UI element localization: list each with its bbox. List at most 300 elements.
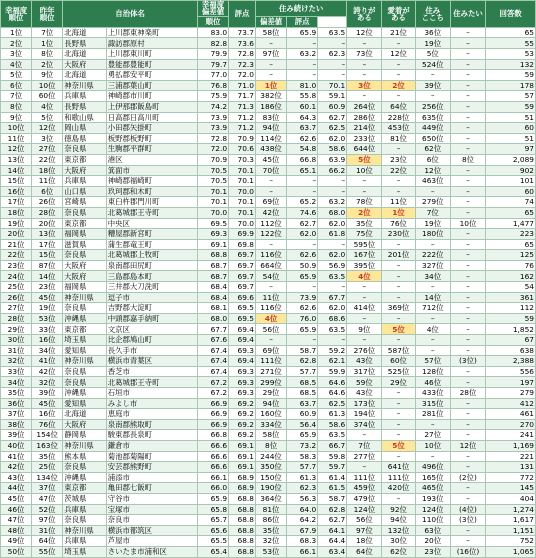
cell-respondents: 223 bbox=[486, 229, 536, 240]
cell-comfort: 27位 bbox=[415, 430, 450, 441]
cell-municipality: 上伊那郡飯島町 bbox=[106, 101, 197, 112]
cell-happiness-score: 69.2 bbox=[229, 430, 256, 441]
cell-pride: 10位 bbox=[347, 165, 382, 176]
cell-live-dev: – bbox=[287, 176, 318, 187]
cell-prefecture: 奈良県 bbox=[63, 462, 107, 473]
cell-live-score: 66.2 bbox=[318, 165, 347, 176]
cell-pride: 173位 bbox=[347, 398, 382, 409]
cell-live-rank: 58位 bbox=[256, 430, 287, 441]
cell-happiness-score: 71.0 bbox=[229, 80, 256, 91]
cell-live-score: – bbox=[318, 186, 347, 197]
cell-live-dev: 62.0 bbox=[287, 229, 318, 240]
cell-prev-rank: 12位 bbox=[32, 123, 63, 134]
cell-live-dev: 64.2 bbox=[287, 515, 318, 526]
cell-live-score: 58.6 bbox=[318, 419, 347, 430]
cell-live-rank: 4位 bbox=[256, 313, 287, 324]
cell-want-to-live: – bbox=[450, 70, 485, 81]
cell-live-dev: 76.0 bbox=[287, 313, 318, 324]
cell-live-rank: 350位 bbox=[256, 462, 287, 473]
cell-municipality: 安芸郡熊野町 bbox=[106, 462, 197, 473]
table-row bbox=[1, 377, 536, 388]
cell-happiness-score: 69.6 bbox=[229, 292, 256, 303]
cell-live-dev: 50.9 bbox=[287, 260, 318, 271]
cell-prev-rank: 35位 bbox=[32, 451, 63, 462]
cell-comfort: 256位 bbox=[415, 101, 450, 112]
cell-happiness-dev: 82.8 bbox=[197, 38, 228, 49]
cell-live-score: 63.5 bbox=[318, 324, 347, 335]
cell-pride: 194位 bbox=[347, 409, 382, 420]
cell-want-to-live: – bbox=[450, 133, 485, 144]
cell-rank: 23位 bbox=[1, 260, 32, 271]
cell-comfort: – bbox=[415, 335, 450, 346]
cell-rank: 48位 bbox=[1, 525, 32, 536]
cell-comfort: 281位 bbox=[415, 409, 450, 420]
cell-respondents: 902 bbox=[486, 165, 536, 176]
cell-rank: 32位 bbox=[1, 356, 32, 367]
cell-live-dev: – bbox=[287, 335, 318, 346]
cell-municipality: 神崎郡市川町 bbox=[106, 91, 197, 102]
cell-respondents: 132 bbox=[486, 59, 536, 70]
cell-pride: – bbox=[347, 462, 382, 473]
cell-want-to-live: – bbox=[450, 366, 485, 377]
cell-prefecture: 静岡県 bbox=[63, 430, 107, 441]
cell-municipality: みよし市 bbox=[106, 398, 197, 409]
cell-live-rank: 29位 bbox=[256, 388, 287, 399]
cell-municipality: 玖珂郡和木町 bbox=[106, 186, 197, 197]
cell-prev-rank: 32位 bbox=[32, 377, 63, 388]
cell-want-to-live: – bbox=[450, 239, 485, 250]
header-rank-line1: 幸福度 bbox=[4, 5, 28, 15]
cell-attachment: 228位 bbox=[382, 112, 415, 123]
cell-respondents: 638 bbox=[486, 345, 536, 356]
cell-live-rank: 364位 bbox=[256, 493, 287, 504]
cell-comfort: 7位 bbox=[415, 207, 450, 218]
cell-happiness-score: 69.4 bbox=[229, 324, 256, 335]
cell-live-dev: 65.9 bbox=[287, 27, 318, 38]
cell-live-score: 68.6 bbox=[318, 313, 347, 324]
cell-rank: 3位 bbox=[1, 49, 32, 60]
cell-municipality: 中央区 bbox=[106, 218, 197, 229]
table-header bbox=[1, 1, 536, 28]
cell-happiness-dev: 72.0 bbox=[197, 144, 228, 155]
cell-happiness-dev: 67.4 bbox=[197, 366, 228, 377]
cell-pride: 264位 bbox=[347, 101, 382, 112]
cell-live-dev: 63.2 bbox=[287, 49, 318, 60]
cell-attachment: – bbox=[382, 313, 415, 324]
cell-happiness-dev: 75.9 bbox=[197, 91, 228, 102]
cell-prefecture: 埼玉県 bbox=[63, 546, 107, 557]
cell-comfort: 57位 bbox=[415, 356, 450, 367]
cell-live-score: – bbox=[318, 38, 347, 49]
cell-live-dev: 62.6 bbox=[287, 250, 318, 261]
cell-happiness-score: 69.7 bbox=[229, 260, 256, 271]
cell-prev-rank: 41位 bbox=[32, 356, 63, 367]
table-row bbox=[1, 112, 536, 123]
cell-live-dev: 58.7 bbox=[287, 345, 318, 356]
cell-respondents: 74 bbox=[486, 197, 536, 208]
cell-happiness-dev: 66.9 bbox=[197, 409, 228, 420]
cell-rank: 42位 bbox=[1, 462, 32, 473]
cell-comfort: – bbox=[415, 345, 450, 356]
cell-attachment: – bbox=[382, 335, 415, 346]
table-row bbox=[1, 493, 536, 504]
cell-live-rank: – bbox=[256, 335, 287, 346]
cell-want-to-live: – bbox=[450, 49, 485, 60]
cell-want-to-live: – bbox=[450, 409, 485, 420]
table-row bbox=[1, 451, 536, 462]
cell-attachment: – bbox=[382, 409, 415, 420]
cell-happiness-dev: 70.1 bbox=[197, 197, 228, 208]
cell-rank: 27位 bbox=[1, 303, 32, 314]
cell-want-to-live: (3位) bbox=[450, 515, 485, 526]
cell-live-dev: 65.1 bbox=[287, 165, 318, 176]
cell-happiness-dev: 68.7 bbox=[197, 260, 228, 271]
cell-prev-rank: 17位 bbox=[32, 239, 63, 250]
cell-comfort: 63位 bbox=[415, 525, 450, 536]
cell-pride: 97位 bbox=[347, 525, 382, 536]
cell-prev-rank: 16位 bbox=[32, 409, 63, 420]
cell-happiness-dev: 67.7 bbox=[197, 324, 228, 335]
cell-want-to-live: (3位) bbox=[450, 356, 485, 367]
cell-happiness-score: 69.5 bbox=[229, 313, 256, 324]
cell-pride: 2位 bbox=[347, 207, 382, 218]
cell-attachment: – bbox=[382, 70, 415, 81]
cell-prefecture: 兵庫県 bbox=[63, 91, 107, 102]
cell-comfort: 124位 bbox=[415, 504, 450, 515]
cell-happiness-score: 68.9 bbox=[229, 472, 256, 483]
cell-attachment: 587位 bbox=[382, 345, 415, 356]
header-live-dev: 偏差値 bbox=[256, 16, 287, 27]
cell-respondents: 51 bbox=[486, 112, 536, 123]
cell-live-rank: 116位 bbox=[256, 250, 287, 261]
cell-prev-rank: 134位 bbox=[32, 472, 63, 483]
cell-live-rank: 299位 bbox=[256, 377, 287, 388]
header-comfort bbox=[415, 1, 450, 28]
cell-prefecture: 大阪府 bbox=[63, 165, 107, 176]
cell-prefecture: 福岡県 bbox=[63, 229, 107, 240]
cell-comfort: 327位 bbox=[415, 260, 450, 271]
table-row bbox=[1, 186, 536, 197]
cell-want-to-live: – bbox=[450, 324, 485, 335]
cell-prefecture: 長野県 bbox=[63, 101, 107, 112]
cell-respondents: 1,477 bbox=[486, 218, 536, 229]
cell-want-to-live: – bbox=[450, 176, 485, 187]
cell-respondents: 112 bbox=[486, 303, 536, 314]
table-row bbox=[1, 398, 536, 409]
cell-live-dev: 66.8 bbox=[287, 154, 318, 165]
header-live-score: 評点 bbox=[287, 16, 318, 27]
cell-comfort: 62位 bbox=[415, 144, 450, 155]
table-row bbox=[1, 483, 536, 494]
cell-comfort: 128位 bbox=[415, 366, 450, 377]
cell-respondents: 556 bbox=[486, 366, 536, 377]
cell-attachment: 1位 bbox=[382, 207, 415, 218]
cell-municipality: 文京区 bbox=[106, 324, 197, 335]
cell-attachment: 64位 bbox=[382, 101, 415, 112]
cell-happiness-score: 73.6 bbox=[229, 38, 256, 49]
cell-live-rank: – bbox=[256, 59, 287, 70]
cell-pride: 43位 bbox=[347, 388, 382, 399]
cell-prev-rank: 16位 bbox=[32, 335, 63, 346]
cell-comfort: – bbox=[415, 451, 450, 462]
cell-pride: 78位 bbox=[347, 197, 382, 208]
cell-comfort: 4位 bbox=[415, 324, 450, 335]
cell-comfort: 650位 bbox=[415, 133, 450, 144]
cell-pride: 644位 bbox=[347, 144, 382, 155]
cell-live-dev: 62.7 bbox=[287, 218, 318, 229]
cell-live-dev: – bbox=[287, 186, 318, 197]
table-row bbox=[1, 546, 536, 557]
cell-comfort: 20位 bbox=[415, 536, 450, 547]
cell-want-to-live: – bbox=[450, 493, 485, 504]
cell-respondents: 1,169 bbox=[486, 440, 536, 451]
cell-rank: 46位 bbox=[1, 504, 32, 515]
cell-respondents: 76 bbox=[486, 260, 536, 271]
cell-rank: 43位 bbox=[1, 472, 32, 483]
cell-live-rank: 35位 bbox=[256, 525, 287, 536]
cell-municipality: 勇払郡安平町 bbox=[106, 70, 197, 81]
cell-attachment: 201位 bbox=[382, 250, 415, 261]
cell-live-rank: 111位 bbox=[256, 356, 287, 367]
cell-rank: 17位 bbox=[1, 197, 32, 208]
cell-live-rank: 186位 bbox=[256, 101, 287, 112]
cell-prev-rank: 22位 bbox=[32, 154, 63, 165]
cell-live-rank: 45位 bbox=[256, 154, 287, 165]
cell-want-to-live: – bbox=[450, 398, 485, 409]
table-row bbox=[1, 536, 536, 547]
cell-rank: 24位 bbox=[1, 271, 32, 282]
cell-live-score: 58.7 bbox=[318, 493, 347, 504]
cell-pride: 277位 bbox=[347, 451, 382, 462]
cell-pride: 9位 bbox=[347, 324, 382, 335]
cell-respondents: 178 bbox=[486, 80, 536, 91]
cell-comfort: 10位 bbox=[415, 440, 450, 451]
cell-happiness-score: 69.7 bbox=[229, 250, 256, 261]
cell-happiness-dev: 66.8 bbox=[197, 430, 228, 441]
cell-comfort: – bbox=[415, 313, 450, 324]
cell-comfort: 463位 bbox=[415, 176, 450, 187]
header-attachment-line1: 愛着が bbox=[387, 5, 410, 15]
cell-pride: – bbox=[347, 91, 382, 102]
cell-rank: 35位 bbox=[1, 388, 32, 399]
cell-prefecture: 奈良県 bbox=[63, 303, 107, 314]
cell-attachment: – bbox=[382, 91, 415, 102]
header-want-to-keep-living: 住み続けたい bbox=[256, 1, 347, 17]
cell-prefecture: 茨城県 bbox=[63, 493, 107, 504]
cell-happiness-score: 73.7 bbox=[229, 27, 256, 38]
cell-comfort: 433位 bbox=[415, 388, 450, 399]
table-row bbox=[1, 271, 536, 282]
cell-live-dev: – bbox=[287, 239, 318, 250]
cell-prefecture: 大阪府 bbox=[63, 59, 107, 70]
table-row bbox=[1, 282, 536, 293]
cell-want-to-live: – bbox=[450, 101, 485, 112]
cell-respondents: 412 bbox=[486, 398, 536, 409]
cell-live-score: 60.9 bbox=[318, 101, 347, 112]
cell-live-score: 62.7 bbox=[318, 112, 347, 123]
cell-live-rank: 8位 bbox=[256, 440, 287, 451]
cell-prev-rank: 42位 bbox=[32, 366, 63, 377]
cell-prefecture: 北海道 bbox=[63, 70, 107, 81]
header-happiness-line2: 偏差値 bbox=[201, 7, 225, 17]
cell-happiness-score: 69.4 bbox=[229, 335, 256, 346]
cell-pride: 56位 bbox=[347, 515, 382, 526]
cell-attachment: 62位 bbox=[382, 546, 415, 557]
table-row bbox=[1, 324, 536, 335]
cell-prefecture: 滋賀県 bbox=[63, 239, 107, 250]
cell-live-score: 62.0 bbox=[318, 250, 347, 261]
cell-live-dev: 60.1 bbox=[287, 101, 318, 112]
cell-live-rank: 32位 bbox=[256, 536, 287, 547]
cell-pride: – bbox=[347, 59, 382, 70]
cell-pride: 124位 bbox=[347, 504, 382, 515]
header-happiness bbox=[197, 1, 228, 17]
cell-live-rank: 70位 bbox=[256, 165, 287, 176]
cell-live-rank: 334位 bbox=[256, 419, 287, 430]
cell-rank: 21位 bbox=[1, 239, 32, 250]
cell-happiness-score: 70.1 bbox=[229, 207, 256, 218]
cell-prev-rank: 3位 bbox=[32, 133, 63, 144]
cell-rank: 10位 bbox=[1, 123, 32, 134]
cell-comfort: 193位 bbox=[415, 493, 450, 504]
cell-live-dev: 57.7 bbox=[287, 366, 318, 377]
cell-attachment: – bbox=[382, 282, 415, 293]
cell-prefecture: 東京都 bbox=[63, 483, 107, 494]
cell-respondents: 1,151 bbox=[486, 525, 536, 536]
cell-pride: 286位 bbox=[347, 112, 382, 123]
cell-happiness-dev: 67.4 bbox=[197, 356, 228, 367]
cell-live-dev: 65.9 bbox=[287, 430, 318, 441]
cell-live-dev: 65.9 bbox=[287, 324, 318, 335]
cell-live-score: 62.1 bbox=[318, 356, 347, 367]
cell-happiness-dev: 66.9 bbox=[197, 398, 228, 409]
cell-prefecture: 埼玉県 bbox=[63, 335, 107, 346]
cell-attachment: 111位 bbox=[382, 472, 415, 483]
cell-attachment: – bbox=[382, 186, 415, 197]
cell-attachment: – bbox=[382, 59, 415, 70]
table-row bbox=[1, 388, 536, 399]
cell-pride: 276位 bbox=[347, 345, 382, 356]
cell-municipality: 三井郡大刀洗町 bbox=[106, 282, 197, 293]
cell-live-rank: 244位 bbox=[256, 451, 287, 462]
cell-live-dev: 61.3 bbox=[287, 472, 318, 483]
cell-prefecture: 奈良県 bbox=[63, 366, 107, 377]
table-row bbox=[1, 49, 536, 60]
cell-prev-rank: 27位 bbox=[32, 144, 63, 155]
cell-prefecture: 東京都 bbox=[63, 154, 107, 165]
cell-live-dev: 68.3 bbox=[287, 536, 318, 547]
cell-attachment: – bbox=[382, 260, 415, 271]
cell-prefecture: 兵庫県 bbox=[63, 176, 107, 187]
cell-live-score: 56.9 bbox=[318, 260, 347, 271]
cell-happiness-score: 68.8 bbox=[229, 504, 256, 515]
cell-want-to-live: – bbox=[450, 59, 485, 70]
cell-rank: 41位 bbox=[1, 451, 32, 462]
cell-want-to-live: 28位 bbox=[450, 388, 485, 399]
cell-live-rank: 382位 bbox=[256, 91, 287, 102]
cell-live-dev: 56.4 bbox=[287, 419, 318, 430]
cell-want-to-live: – bbox=[450, 186, 485, 197]
cell-prefecture: 徳島県 bbox=[63, 133, 107, 144]
cell-live-dev: 54.8 bbox=[287, 144, 318, 155]
cell-rank: 26位 bbox=[1, 292, 32, 303]
cell-comfort: – bbox=[415, 70, 450, 81]
cell-live-score: 63.9 bbox=[318, 154, 347, 165]
cell-happiness-dev: 66.6 bbox=[197, 451, 228, 462]
cell-live-rank: 94位 bbox=[256, 123, 287, 134]
table-body bbox=[1, 27, 536, 557]
cell-rank: 16位 bbox=[1, 186, 32, 197]
cell-respondents: 279 bbox=[486, 388, 536, 399]
cell-want-to-live: 8位 bbox=[450, 154, 485, 165]
cell-live-dev: 66.1 bbox=[287, 546, 318, 557]
cell-want-to-live: – bbox=[450, 229, 485, 240]
cell-live-score: 64.4 bbox=[318, 536, 347, 547]
cell-happiness-score: 69.4 bbox=[229, 356, 256, 367]
cell-rank: 22位 bbox=[1, 250, 32, 261]
cell-live-rank: 11位 bbox=[256, 292, 287, 303]
cell-attachment: – bbox=[382, 430, 415, 441]
cell-prev-rank: 53位 bbox=[32, 313, 63, 324]
cell-municipality: 横浜市都筑区 bbox=[106, 525, 197, 536]
cell-live-rank: 53位 bbox=[256, 546, 287, 557]
cell-rank: 36位 bbox=[1, 398, 32, 409]
cell-live-dev: – bbox=[287, 282, 318, 293]
cell-happiness-score: 70.9 bbox=[229, 133, 256, 144]
cell-respondents: 162 bbox=[486, 271, 536, 282]
table-row bbox=[1, 260, 536, 271]
cell-live-score: 63.5 bbox=[318, 430, 347, 441]
cell-prefecture: 奈良県 bbox=[63, 207, 107, 218]
cell-respondents: 131 bbox=[486, 462, 536, 473]
cell-happiness-score: 72.3 bbox=[229, 59, 256, 70]
cell-happiness-score: 70.1 bbox=[229, 176, 256, 187]
cell-prefecture: 沖縄県 bbox=[63, 472, 107, 483]
cell-rank: 50位 bbox=[1, 546, 32, 557]
table-row bbox=[1, 515, 536, 526]
cell-rank: 28位 bbox=[1, 313, 32, 324]
cell-rank: 44位 bbox=[1, 483, 32, 494]
cell-attachment: 2位 bbox=[382, 80, 415, 91]
cell-happiness-score: 70.0 bbox=[229, 186, 256, 197]
cell-municipality: 三島郡島本町 bbox=[106, 271, 197, 282]
cell-happiness-dev: 68.1 bbox=[197, 303, 228, 314]
cell-rank: 31位 bbox=[1, 345, 32, 356]
cell-rank: 49位 bbox=[1, 536, 32, 547]
cell-happiness-score: 68.8 bbox=[229, 546, 256, 557]
cell-pride: 111位 bbox=[347, 472, 382, 483]
cell-prev-rank: 45位 bbox=[32, 292, 63, 303]
cell-pride: 7位 bbox=[347, 440, 382, 451]
cell-live-rank: 190位 bbox=[256, 483, 287, 494]
cell-prev-rank: 97位 bbox=[32, 515, 63, 526]
cell-live-score: 59.9 bbox=[318, 366, 347, 377]
cell-prev-rank: 154位 bbox=[32, 430, 63, 441]
table-row bbox=[1, 504, 536, 515]
cell-rank: 18位 bbox=[1, 207, 32, 218]
cell-prev-rank: 76位 bbox=[32, 419, 63, 430]
cell-live-dev: 63.7 bbox=[287, 123, 318, 134]
cell-live-score: – bbox=[318, 282, 347, 293]
cell-attachment: 5位 bbox=[382, 324, 415, 335]
cell-live-score: 61.3 bbox=[318, 409, 347, 420]
cell-live-rank: 56位 bbox=[256, 324, 287, 335]
cell-live-dev: 67.9 bbox=[287, 525, 318, 536]
cell-live-score: 62.7 bbox=[318, 515, 347, 526]
cell-pride: – bbox=[347, 292, 382, 303]
cell-happiness-score: 72.8 bbox=[229, 49, 256, 60]
cell-want-to-live: – bbox=[450, 525, 485, 536]
